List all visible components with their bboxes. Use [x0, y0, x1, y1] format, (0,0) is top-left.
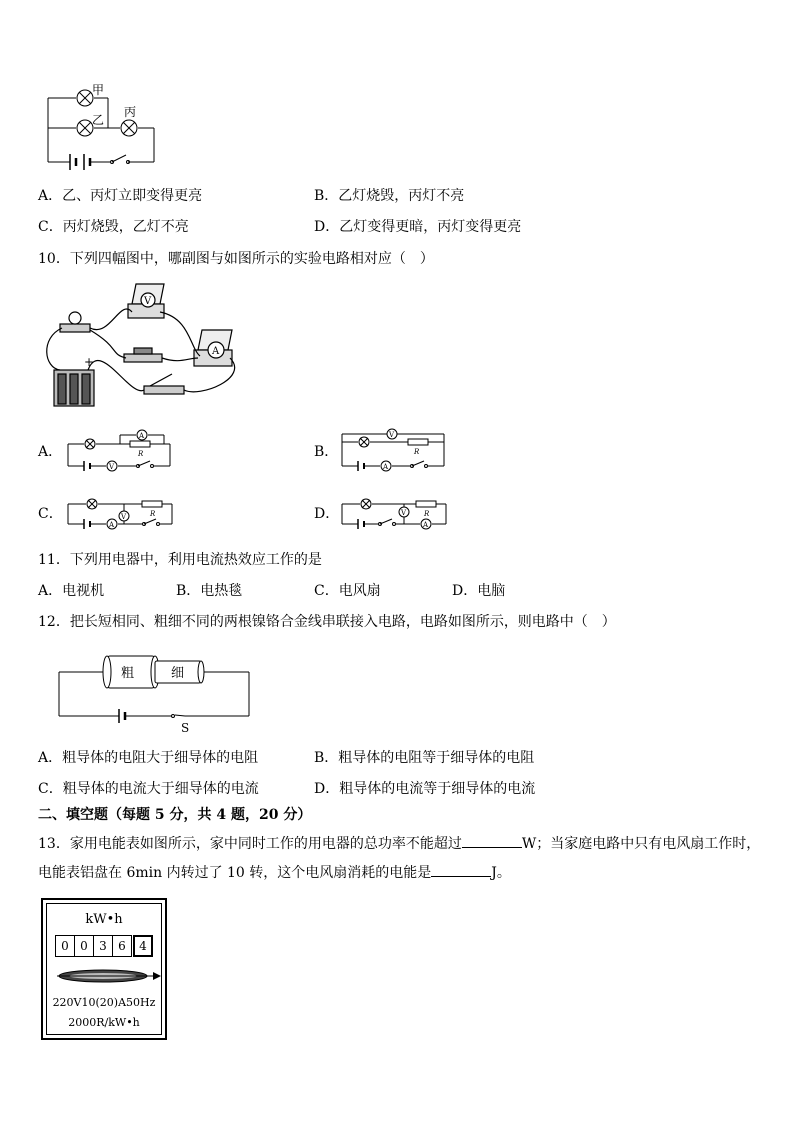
q12-option-c: C．粗导体的电流大于细导体的电流 [38, 781, 259, 797]
q10-option-b-label: B． [314, 444, 339, 460]
label-bing: 丙 [124, 105, 137, 119]
q10-option-c-label: C． [38, 506, 63, 522]
meter-digits [55, 935, 153, 957]
meter-digit: 0 [75, 935, 94, 957]
conductor-circuit-figure [55, 652, 255, 734]
q13-text-1b: W；当家庭电路中只有电风扇工作时， [521, 836, 761, 852]
q11-option-b: B．电热毯 [176, 583, 243, 599]
q10b-ammeter-symbol: A [383, 463, 389, 471]
switch-label: S [181, 721, 190, 735]
label-yi: 乙 [92, 113, 105, 127]
ammeter-label: A [212, 346, 220, 357]
q10a-resistor-symbol: R [138, 450, 144, 458]
q13-line-1 [38, 833, 760, 853]
q10d-ammeter-symbol: A [423, 521, 429, 529]
meter-disc-icon [53, 966, 159, 986]
meter-digit: 0 [55, 935, 75, 957]
q12-stem: 12．把长短相同、粗细不同的两根镍铬合金线串联接入电路，电路如图所示，则电路中（ ） [38, 614, 616, 630]
q10-option-d-circuit [340, 494, 452, 534]
q12-option-b: B．粗导体的电阻等于细导体的电阻 [314, 750, 535, 766]
q9-option-a: A．乙、丙灯立即变得更亮 [38, 188, 203, 204]
thin-conductor-label: 细 [171, 666, 185, 681]
q10a-voltmeter-symbol: V [109, 463, 115, 471]
q11-option-a: A．电视机 [38, 583, 105, 599]
q11-option-c: C．电风扇 [314, 583, 381, 599]
q9-option-b: B．乙灯烧毁，丙灯不亮 [314, 188, 465, 204]
label-jia: 甲 [92, 83, 105, 97]
q13-blank-1[interactable] [462, 833, 522, 848]
meter-unit: kW•h [85, 912, 123, 927]
q12-option-d: D．粗导体的电流等于细导体的电流 [314, 781, 536, 797]
energy-meter [41, 898, 167, 1040]
section-heading: 二、填空题（每题 5 分，共 4 题，20 分） [38, 807, 312, 823]
q10-option-d-label: D． [314, 506, 340, 522]
q10-option-c-circuit [66, 494, 178, 534]
q10d-voltmeter-symbol: V [401, 509, 407, 517]
q10-stem: 10．下列四幅图中，哪副图与如图所示的实验电路相对应（ ） [38, 251, 434, 267]
q10b-voltmeter-symbol: V [389, 431, 395, 439]
q10-option-a-label: A． [38, 444, 63, 460]
q11-option-d: D．电脑 [452, 583, 506, 599]
lamp-circuit-diagram [40, 80, 170, 170]
q13-text-2a: 电能表铝盘在 6min 内转过了 10 转，这个电风扇消耗的电能是 [38, 865, 432, 881]
meter-spec-voltage: 220V10(20)A50Hz [52, 996, 156, 1009]
meter-spec-revolutions: 2000R/kW•h [68, 1016, 140, 1029]
q12-option-a: A．粗导体的电阻大于细导体的电阻 [38, 750, 259, 766]
q9-option-c: C．丙灯烧毁，乙灯不亮 [38, 219, 189, 235]
meter-digit: 3 [94, 935, 113, 957]
q13-line-2 [38, 862, 511, 882]
battery-plus-label: + [84, 355, 95, 369]
q10-option-a-circuit [66, 430, 176, 470]
q10b-resistor-symbol: R [414, 448, 420, 456]
q13-blank-2[interactable] [431, 862, 491, 877]
q13-text-2b: J。 [491, 865, 511, 881]
voltmeter-label: V [144, 296, 152, 307]
q10c-voltmeter-symbol: V [121, 513, 127, 521]
experiment-circuit-figure [40, 278, 250, 410]
thick-conductor-label: 粗 [121, 666, 135, 681]
q10-option-b-circuit [340, 430, 450, 470]
q11-stem: 11．下列用电器中，利用电流热效应工作的是 [38, 552, 322, 568]
q10a-ammeter-symbol: A [139, 432, 145, 440]
q10c-ammeter-symbol: A [109, 521, 115, 529]
q10c-resistor-symbol: R [150, 510, 156, 518]
meter-digit-last: 4 [133, 935, 153, 957]
q9-option-d: D．乙灯变得更暗，丙灯变得更亮 [314, 219, 522, 235]
meter-digit: 6 [113, 935, 132, 957]
q13-text-1a: 13．家用电能表如图所示，家中同时工作的用电器的总功率不能超过 [38, 836, 462, 852]
q10d-resistor-symbol: R [424, 510, 430, 518]
